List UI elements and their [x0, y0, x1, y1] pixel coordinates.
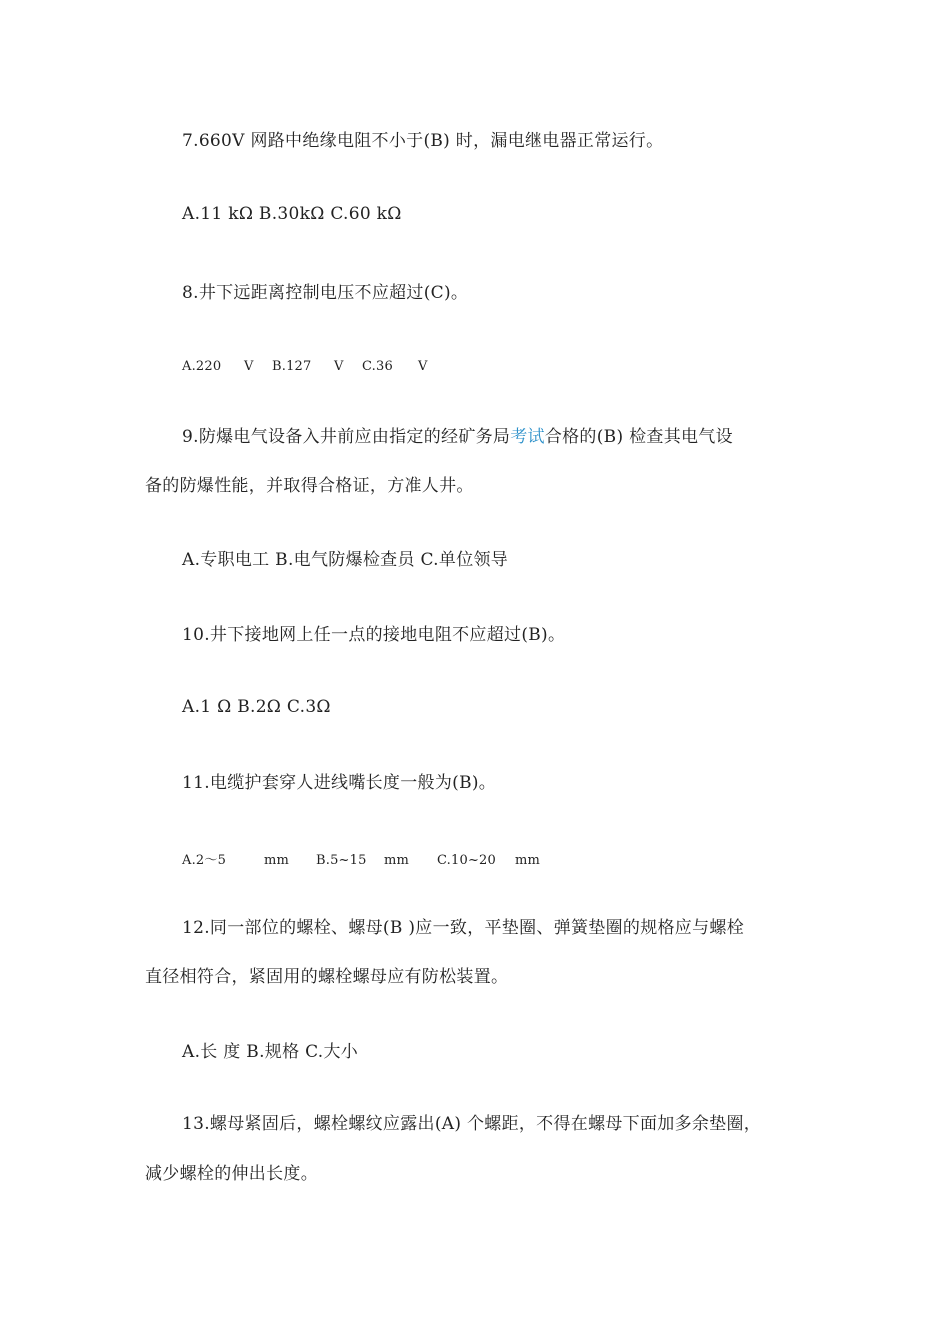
question-11-options [182, 850, 562, 870]
option-b-unit: mm [384, 853, 410, 868]
question-8-text: 8.井下远距离控制电压不应超过(C)。 [182, 283, 469, 303]
question-12-options: A.长 度 B.规格 C.大小 [182, 1042, 359, 1062]
option-b-unit: V [334, 359, 344, 374]
option-b: B.5~15 [316, 853, 367, 868]
option-a: A.220 [182, 359, 222, 374]
question-13-text-line2: 减少螺栓的伸出长度。 [145, 1164, 318, 1184]
option-c: C.10~20 [437, 853, 496, 868]
option-a-unit: mm [264, 853, 290, 868]
option-c: C.36 [362, 359, 393, 374]
question-8-options [182, 356, 482, 376]
question-9-text [182, 426, 733, 448]
question-10-options: A.1 Ω B.2Ω C.3Ω [182, 697, 331, 717]
question-9-text-after-link: 合格的(B) 检查其电气设 [544, 427, 733, 447]
question-7-options: A.11 kΩ B.30kΩ C.60 kΩ [182, 204, 402, 224]
question-12-text: 12.同一部位的螺栓、螺母(B )应一致，平垫圈、弹簧垫圈的规格应与螺栓 [182, 918, 744, 938]
question-12-text-line2: 直径相符合，紧固用的螺栓螺母应有防松装置。 [145, 967, 509, 987]
question-13-text: 13.螺母紧固后，螺栓螺纹应露出(A) 个螺距，不得在螺母下面加多余垫圈， [182, 1114, 762, 1134]
question-11-text: 11.电缆护套穿人进线嘴长度一般为(B)。 [182, 773, 497, 793]
question-7-text: 7.660V 网路中绝缘电阻不小于(B) 时，漏电继电器正常运行。 [182, 131, 664, 151]
option-a: A.2～5 [182, 853, 227, 868]
exam-link[interactable]: 考试 [510, 427, 545, 447]
question-9-options: A.专职电工 B.电气防爆检查员 C.单位领导 [182, 550, 509, 570]
option-c-unit: V [418, 359, 428, 374]
question-9-text-before-link: 9.防爆电气设备入井前应由指定的经矿务局 [182, 427, 511, 447]
question-9-text-line2: 备的防爆性能，并取得合格证，方准人井。 [145, 476, 474, 496]
question-10-text: 10.井下接地网上任一点的接地电阻不应超过(B)。 [182, 625, 566, 645]
option-a-unit: V [244, 359, 254, 374]
option-c-unit: mm [515, 853, 541, 868]
option-b: B.127 [272, 359, 312, 374]
